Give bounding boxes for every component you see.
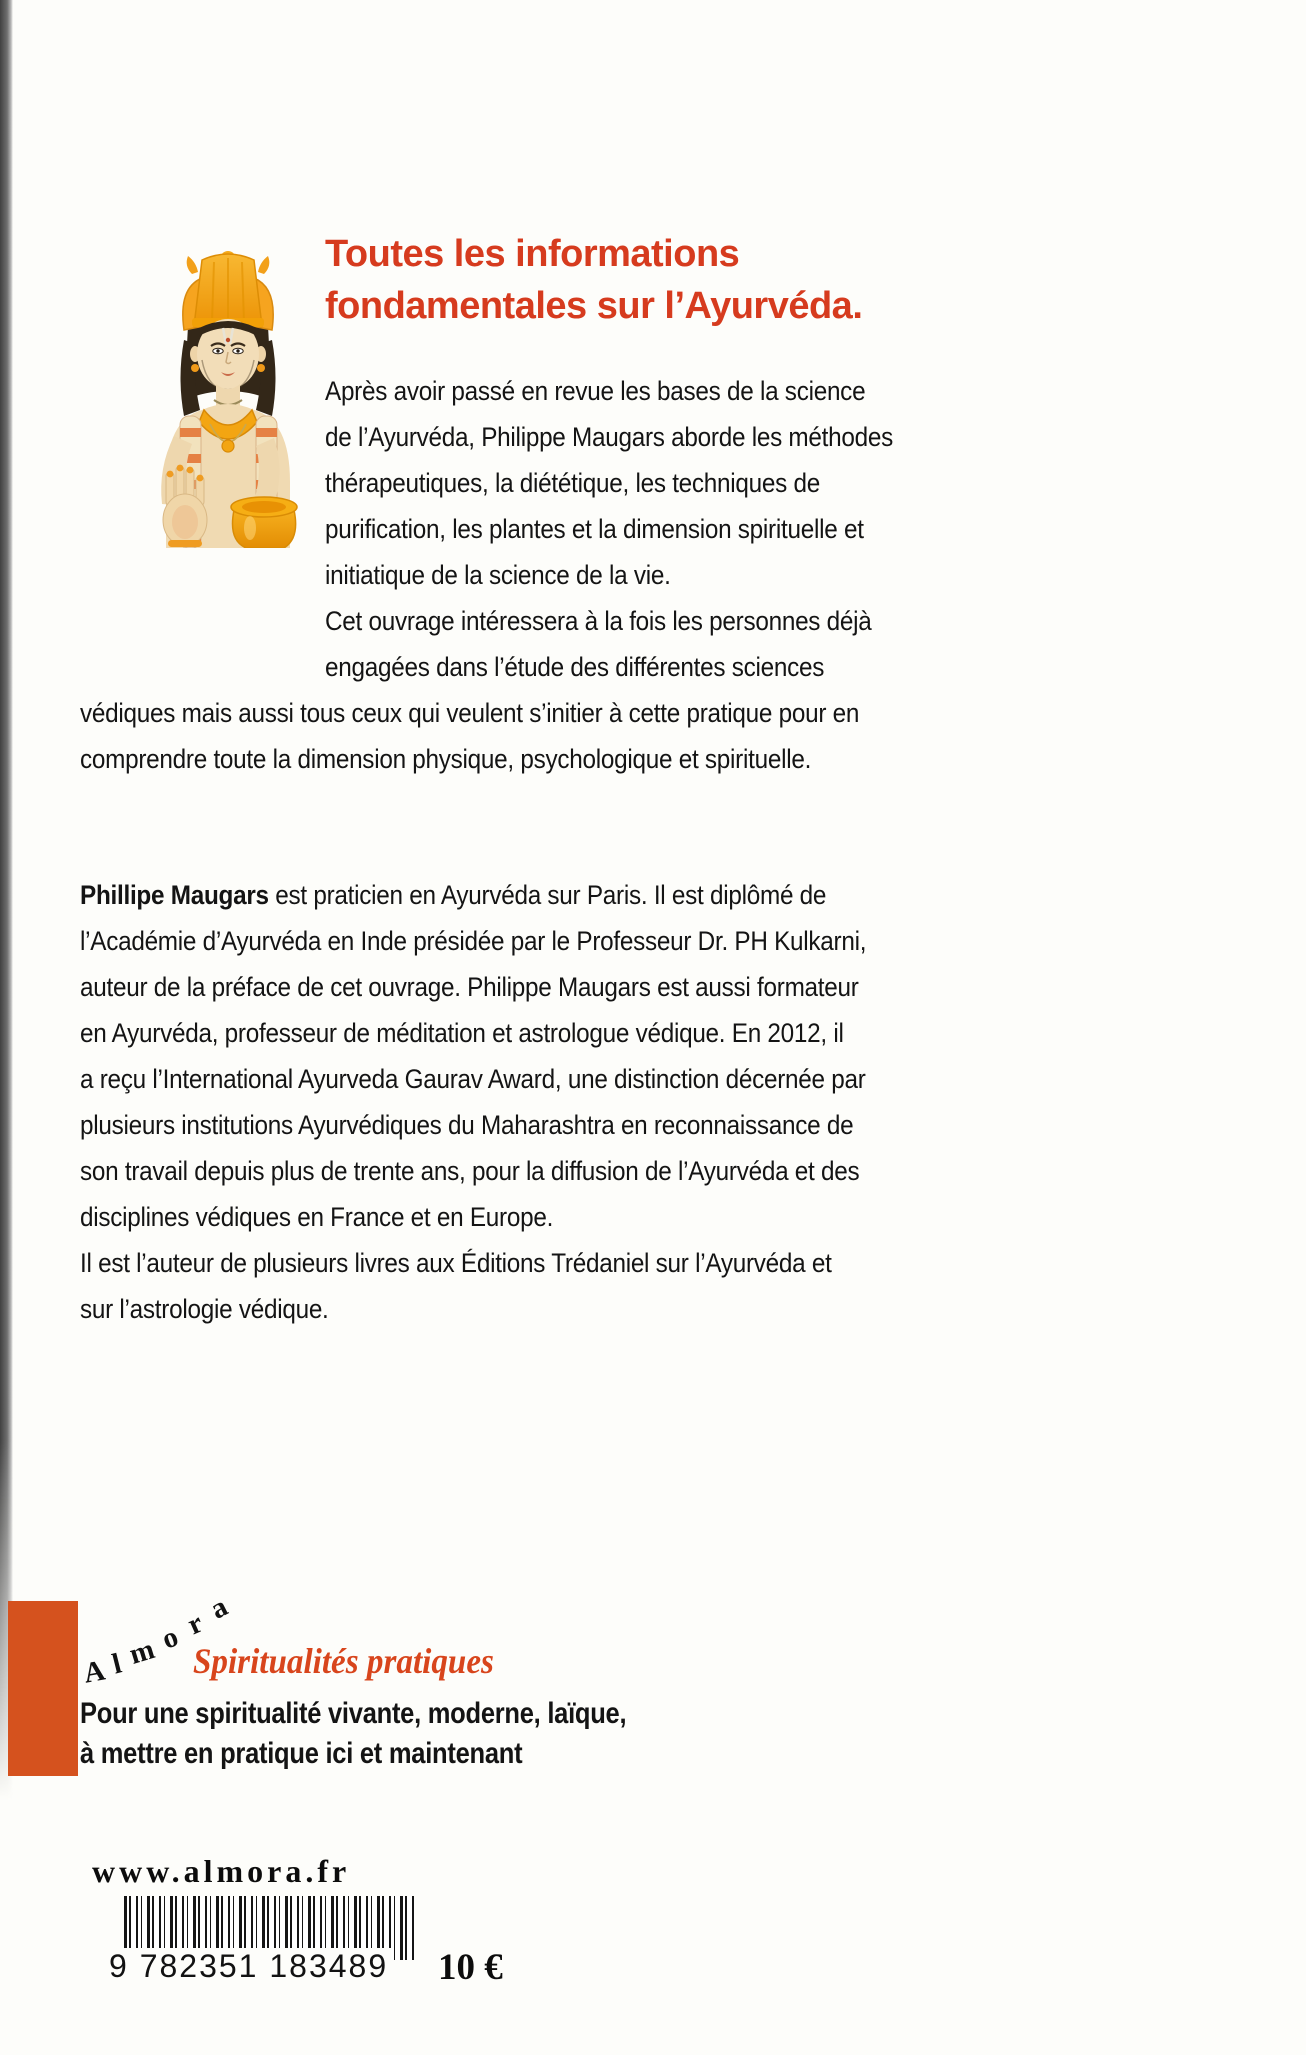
almora-logo-letter: m bbox=[125, 1633, 159, 1671]
intro-line: Cet ouvrage intéressera à la fois les personnes déjà bbox=[325, 606, 872, 636]
publisher-accent-block bbox=[8, 1601, 78, 1776]
intro-line: purification, les plantes et la dimension spirituelle et bbox=[325, 514, 864, 544]
intro-line: comprendre toute la dimension physique, psychologique et spirituelle. bbox=[80, 744, 812, 774]
almora-logo-letter: o bbox=[157, 1620, 183, 1656]
publisher-tagline bbox=[80, 1694, 626, 1774]
headline bbox=[325, 228, 862, 332]
author-bio-paragraph bbox=[80, 872, 954, 1332]
publisher-website: www.almora.fr bbox=[92, 1853, 351, 1889]
headline-line2: fondamentales sur l’Ayurvéda. bbox=[325, 285, 863, 327]
intro-line: védiques mais aussi tous ceux qui veulent s’initier à cette pratique pour en bbox=[80, 698, 860, 728]
intro-line: engagées dans l’étude des différentes sciences bbox=[325, 652, 825, 682]
tagline-line2: à mettre en pratique ici et maintenant bbox=[80, 1737, 523, 1770]
bio-line: Il est l’auteur de plusieurs livres aux Éditions Trédaniel sur l’Ayurvéda et bbox=[80, 1248, 832, 1278]
bio-line: auteur de la préface de cet ouvrage. Philippe Maugars est aussi formateur bbox=[80, 972, 859, 1002]
intro-paragraph bbox=[80, 368, 956, 782]
barcode-number: 9 782351 183489 bbox=[106, 1948, 391, 1985]
almora-logo-letter: a bbox=[205, 1590, 233, 1626]
scan-edge-shadow bbox=[0, 0, 13, 1800]
intro-line: de l’Ayurvéda, Philippe Maugars aborde les méthodes bbox=[325, 422, 893, 452]
almora-logo-letter: A bbox=[81, 1654, 108, 1690]
intro-line: thérapeutiques, la diététique, les techniques de bbox=[325, 468, 821, 498]
headline-line1: Toutes les informations bbox=[325, 233, 740, 275]
almora-logo-letter: l bbox=[109, 1647, 125, 1681]
price-label: 10 € bbox=[438, 1947, 503, 1988]
collection-title: Spiritualités pratiques bbox=[193, 1641, 494, 1681]
tagline-line1: Pour une spiritualité vivante, moderne, laïque, bbox=[80, 1697, 627, 1730]
bio-line: a reçu l’International Ayurveda Gaurav Award, une distinction décernée par bbox=[80, 1064, 866, 1094]
bio-line-rest: est praticien en Ayurvéda sur Paris. Il est diplômé de bbox=[268, 880, 827, 910]
intro-line: initiatique de la science de la vie. bbox=[325, 560, 671, 590]
bio-line: en Ayurvéda, professeur de méditation et astrologue védique. En 2012, il bbox=[80, 1018, 844, 1048]
bio-line: l’Académie d’Ayurvéda en Inde présidée par le Professeur Dr. PH Kulkarni, bbox=[80, 926, 867, 956]
bio-line: son travail depuis plus de trente ans, pour la diffusion de l’Ayurvéda et des bbox=[80, 1156, 860, 1186]
intro-line: Après avoir passé en revue les bases de la science bbox=[325, 376, 866, 406]
bio-line: plusieurs institutions Ayurvédiques du Maharashtra en reconnaissance de bbox=[80, 1110, 854, 1140]
bio-line bbox=[80, 872, 866, 918]
bio-line: sur l’astrologie védique. bbox=[80, 1294, 329, 1324]
bio-line: disciplines védiques en France et en Europe. bbox=[80, 1202, 554, 1232]
author-name: Phillipe Maugars bbox=[80, 880, 269, 910]
almora-logo-letter: r bbox=[182, 1606, 208, 1642]
